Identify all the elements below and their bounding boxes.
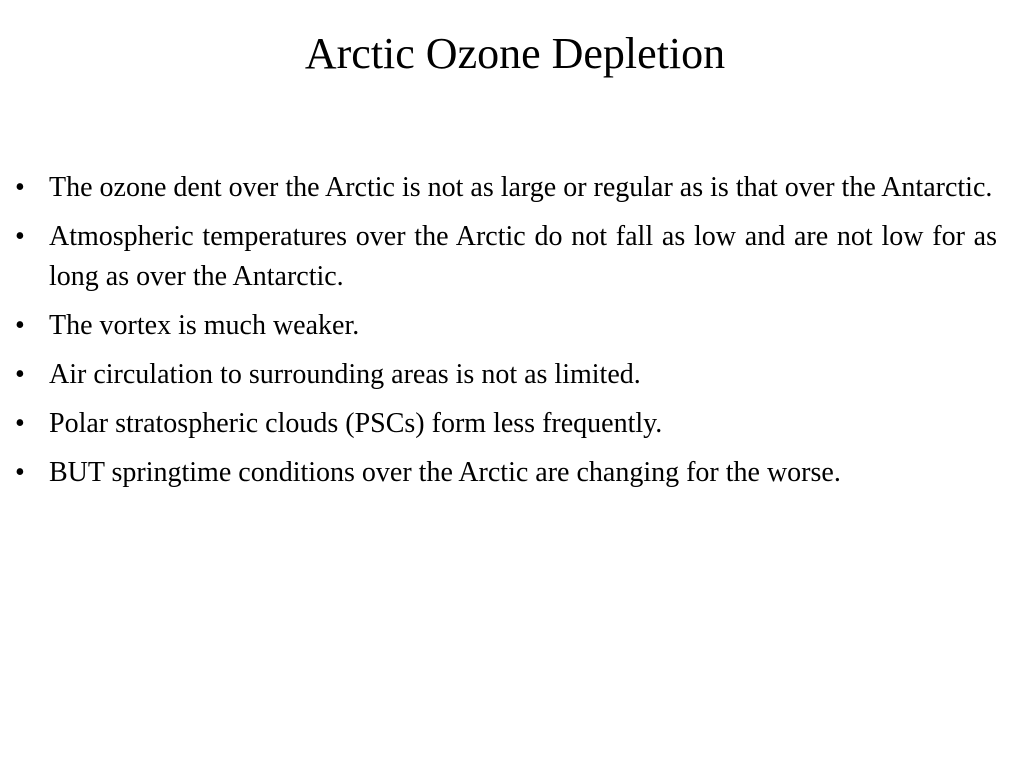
bullet-text: Polar stratospheric clouds (PSCs) form less frequently. <box>49 408 663 439</box>
bullet-item-ozone-dent <box>15 168 997 208</box>
bullet-item-vortex <box>15 306 997 346</box>
bullet-marker: • <box>15 408 25 439</box>
bullet-item-temperatures <box>15 217 997 297</box>
bullet-item-springtime <box>15 453 997 493</box>
bullet-text: Air circulation to surrounding areas is not as limited. <box>49 359 641 390</box>
bullet-text: Atmospheric temperatures over the Arctic do not fall as low and are not low for as long as over the Antarctic. <box>49 221 997 292</box>
bullet-text: The ozone dent over the Arctic is not as large or regular as is that over the Antarctic. <box>49 172 993 203</box>
bullet-text: The vortex is much weaker. <box>49 310 360 341</box>
bullet-item-air-circulation <box>15 355 997 395</box>
bullet-marker: • <box>15 172 25 203</box>
slide-title: Arctic Ozone Depletion <box>304 29 726 78</box>
bullet-marker: • <box>15 359 25 390</box>
bullet-marker: • <box>15 221 25 252</box>
bullet-item-pscs <box>15 404 997 444</box>
bullet-marker: • <box>15 457 25 488</box>
bullet-list <box>15 168 997 502</box>
bullet-text: BUT springtime conditions over the Arctic are changing for the worse. <box>49 457 841 488</box>
bullet-marker: • <box>15 310 25 341</box>
